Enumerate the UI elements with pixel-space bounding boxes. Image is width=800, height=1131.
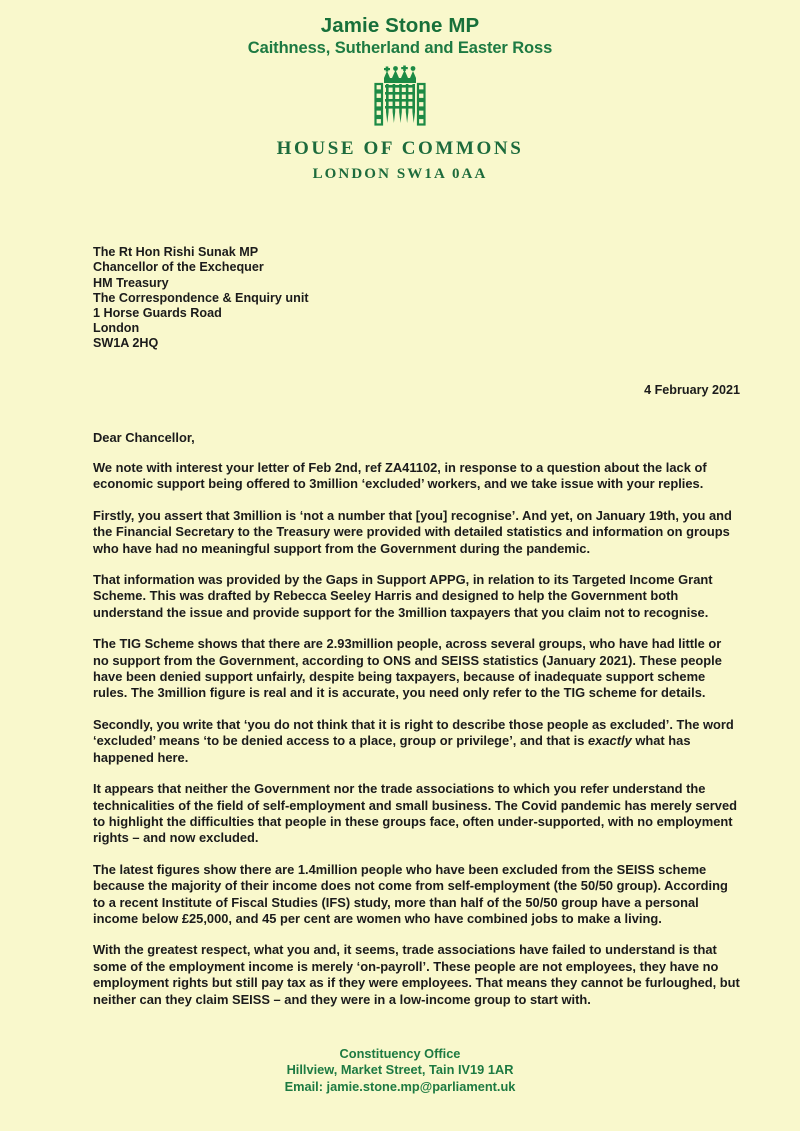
paragraph-3: That information was provided by the Gaps in Support APPG, in relation to its Targeted Income Grant Scheme. This was drafted by Rebecca Seeley Harris and designed to help the Government both understand the issue and provide support for the 3million taxpayers that you claim not to recognise. [93, 572, 713, 620]
constituency-name: Caithness, Sutherland and Easter Ross [247, 38, 553, 57]
recipient-address-block [93, 245, 740, 351]
paragraph-5 [93, 717, 740, 766]
paragraph-4: The TIG Scheme shows that there are 2.93million people, across several groups, who have had little or no support from the Government, according to ONS and SEISS statistics (January 2021). These people have been denied support unfairly, despite being taxpayers, because of inadequate support scheme rules. The 3million figure is real and it is accurate, you need only refer to the TIG scheme for details. [93, 636, 722, 701]
mp-name: Jamie Stone MP [320, 14, 480, 37]
paragraph-1: We note with interest your letter of Feb 2nd, ref ZA41102, in response to a question about the lack of economic support being offered to 3million ‘excluded’ workers, and we take issue with your replies. [93, 460, 707, 492]
letter-date: 4 February 2021 [644, 383, 740, 398]
footer-email[interactable]: Email: jamie.stone.mp@parliament.uk [284, 1078, 516, 1094]
paragraph-5-text-b: what has happened here. [93, 733, 691, 765]
recipient-line: The Rt Hon Rishi Sunak MP [93, 245, 259, 260]
footer-office-address: Hillview, Market Street, Tain IV19 1AR [286, 1062, 514, 1077]
paragraph-5-text-a: Secondly, you write that ‘you do not think that it is right to describe those people as excluded’. The word ‘excluded’ means ‘to be denied access to a place, group or privilege’, and that is [93, 716, 734, 749]
paragraph-7: The latest figures show there are 1.4million people who have been excluded from the SEISS scheme because the majority of their income does not come from self-employment (the 50/50 group). According to a recent Institute of Fiscal Studies (IFS) study, more than half of the 50/50 group have a personal income below £25,000, and 45 per cent are women who have combined jobs to make a living. [93, 861, 728, 926]
paragraph-2: Firstly, you assert that 3million is ‘not a number that [you] recognise’. And yet, on January 19th, you and the Financial Secretary to the Treasury were provided with detailed statistics and information on groups who have had no meaningful support from the Government during the pandemic. [93, 507, 732, 556]
footer-office-label: Constituency Office [339, 1045, 461, 1061]
paragraph-8: With the greatest respect, what you and, it seems, trade associations have failed to understand is that some of the employment income is merely ‘on-payroll’. These people are not employees, they have no employment rights but still pay tax as if they were employees. That means they cannot be furloughed, but neither can they claim SEISS – and they were in a low-income group to start with. [93, 942, 740, 1007]
institution-name: HOUSE OF COMMONS [276, 138, 524, 160]
recipient-line: HM Treasury [93, 275, 169, 290]
footer-contact-block [0, 1046, 800, 1096]
recipient-line: 1 Horse Guards Road [93, 305, 222, 320]
emphasis-exactly: exactly [588, 733, 632, 749]
recipient-line: The Correspondence & Enquiry unit [93, 290, 309, 305]
portcullis-emblem-container [0, 65, 800, 129]
recipient-line: London [93, 320, 140, 335]
portcullis-crown-icon [367, 65, 433, 129]
paragraph-6: It appears that neither the Government nor the trade associations to which you refer understand the technicalities of the field of self-employment and small business. The Covid pandemic has merely served to highlight the difficulties that people in these groups face, often under-supported, with no employment rights – and now excluded. [93, 781, 738, 846]
recipient-line: SW1A 2HQ [93, 335, 159, 350]
salutation: Dear Chancellor, [93, 430, 195, 446]
letter-content [0, 245, 800, 1008]
recipient-line: Chancellor of the Exchequer [93, 260, 264, 275]
letterhead [0, 0, 800, 183]
institution-address: LONDON SW1A 0AA [312, 166, 488, 183]
